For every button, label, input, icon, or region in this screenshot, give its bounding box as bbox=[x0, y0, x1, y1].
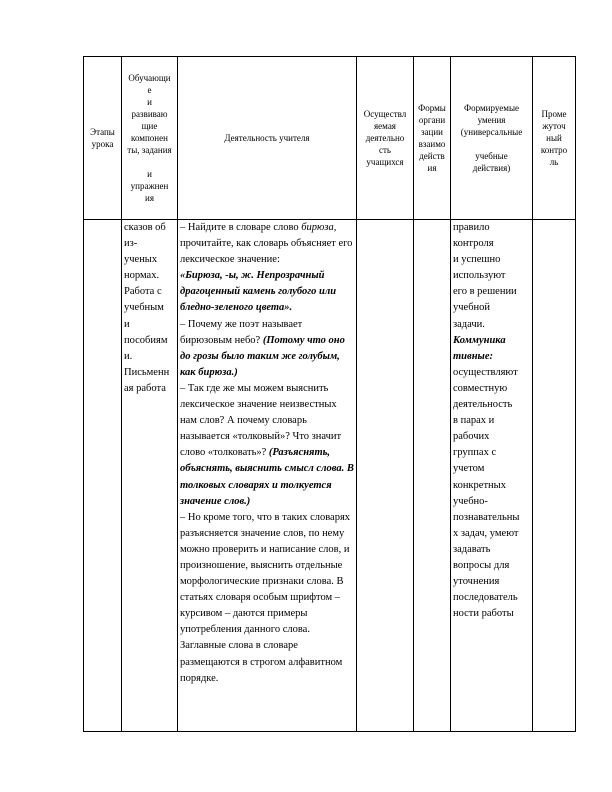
cell-control bbox=[533, 220, 576, 732]
header-skills-text: Формируемые умения (универсальные учебные действия) bbox=[460, 103, 523, 173]
header-components-text: Обучающи е и развиваю щие компонен ты, задания и упражнен ия bbox=[127, 73, 172, 203]
teacher-text-run: бирюза bbox=[301, 222, 334, 233]
table-header-row bbox=[84, 57, 576, 220]
table-body-row bbox=[84, 220, 576, 732]
teacher-text-run: «Бирюза, -ы, ж. Непрозрачный драгоценный камень голубого или бледно-зеленого цвета». bbox=[180, 270, 337, 314]
skills-communicative-heading: Коммуника тивные: bbox=[453, 334, 506, 362]
components-text: сказов об из- ученых нормах. Работа с учебным и пособиям и. Письменн ая работа bbox=[124, 222, 170, 394]
header-forms bbox=[414, 57, 451, 220]
header-teacher-text: Деятельность учителя bbox=[224, 133, 310, 143]
header-skills bbox=[451, 57, 533, 220]
cell-forms bbox=[414, 220, 451, 732]
teacher-text-run: – Так где же мы можем выяснить лексическое значение неизвестных нам слов? А почему словарь называется «толковый»? Что значит слово «толковать»? bbox=[180, 382, 342, 459]
header-students-text: Осуществл яемая деятельно сть учащихся bbox=[363, 109, 407, 167]
header-stages bbox=[84, 57, 122, 220]
teacher-text-run: – Почему же поэт называет бирюзовым небо? bbox=[180, 318, 303, 346]
teacher-text-run: – Найдите в словаре слово bbox=[180, 222, 302, 233]
header-components bbox=[122, 57, 178, 220]
cell-teacher-activity bbox=[178, 220, 357, 732]
header-forms-text: Формы органи зации взаимо действ ия bbox=[418, 103, 446, 173]
skills-regulatory-text: правило контроля и успешно используют его в решении учебной задачи. bbox=[453, 222, 517, 330]
lesson-plan-table bbox=[83, 56, 576, 732]
teacher-activity-text bbox=[180, 220, 354, 687]
header-teacher-activity bbox=[178, 57, 357, 220]
header-control bbox=[533, 57, 576, 220]
cell-components bbox=[122, 220, 178, 732]
cell-skills bbox=[451, 220, 533, 732]
teacher-text-run: – Но кроме того, что в таких словарях разъясняется значение слов, по нему можно проверить и написание слов, и произношение, выяснить отдельные морфологические признаки слова. В статьях словаря особым шрифтом – курсивом – даются примеры употребления данного слова. Заглавные слова в словаре размещаются в строгом алфавитном порядке. bbox=[180, 511, 351, 684]
header-control-text: Проме жуточ ный контро ль bbox=[540, 109, 568, 167]
header-stages-text: Этапы урока bbox=[90, 127, 115, 149]
skills-communicative-text: осуществляют совместную деятельность в парах и рабочих группах с учетом конкретных учебно- познавательны х задач, умеют задавать вопросы для уточнения последователь ности работы bbox=[453, 366, 520, 620]
cell-stages bbox=[84, 220, 122, 732]
teacher-text-run: (Потому что оно до грозы было таким же голубым, как бирюза.) bbox=[180, 334, 345, 378]
cell-student-activity bbox=[357, 220, 414, 732]
teacher-text-run: , прочитайте, как словарь объясняет его лексическое значение: bbox=[180, 222, 353, 266]
header-student-activity bbox=[357, 57, 414, 220]
teacher-text-run: (Разъяснять, объяснять, выяснить смысл слова. В толковых словарях и толкуется значение слов.) bbox=[180, 447, 354, 507]
